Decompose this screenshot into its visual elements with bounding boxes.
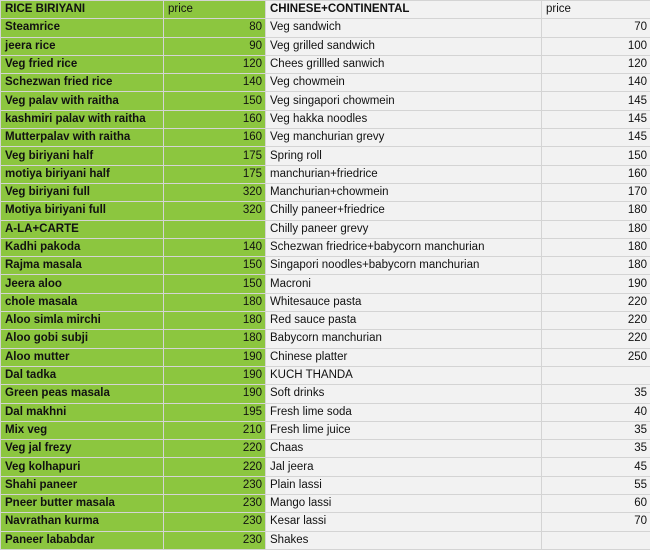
- table-row: [1, 421, 650, 439]
- left-item-name: A-LA+CARTE: [1, 220, 164, 238]
- table-row: [1, 348, 650, 366]
- left-item-name: Mutterpalav with raitha: [1, 129, 164, 147]
- right-item-name: Veg sandwich: [266, 19, 542, 37]
- right-item-price: 150: [542, 147, 650, 165]
- left-item-price: 220: [164, 458, 266, 476]
- left-item-price: 320: [164, 202, 266, 220]
- left-item-price: 195: [164, 403, 266, 421]
- right-item-price: 100: [542, 37, 650, 55]
- left-item-name: motiya biriyani half: [1, 165, 164, 183]
- table-row: [1, 220, 650, 238]
- left-item-price: 120: [164, 55, 266, 73]
- menu-table-body: [1, 1, 650, 550]
- left-item-price: 175: [164, 165, 266, 183]
- table-row: [1, 513, 650, 531]
- left-item-price: 90: [164, 37, 266, 55]
- left-item-price: 210: [164, 421, 266, 439]
- right-item-name: Macroni: [266, 275, 542, 293]
- right-item-price: 180: [542, 238, 650, 256]
- right-item-name: Veg hakka noodles: [266, 110, 542, 128]
- table-row: [1, 147, 650, 165]
- left-item-price: 230: [164, 476, 266, 494]
- right-item-price: 145: [542, 129, 650, 147]
- left-item-price: 140: [164, 74, 266, 92]
- table-row: [1, 129, 650, 147]
- table-row: [1, 275, 650, 293]
- right-item-name: Fresh lime juice: [266, 421, 542, 439]
- table-row: [1, 476, 650, 494]
- right-item-name: Soft drinks: [266, 385, 542, 403]
- right-item-price: 180: [542, 257, 650, 275]
- table-row: [1, 495, 650, 513]
- table-row: [1, 293, 650, 311]
- left-item-name: Aloo gobi subji: [1, 330, 164, 348]
- left-item-price: 150: [164, 92, 266, 110]
- left-item-name: Motiya biriyani full: [1, 202, 164, 220]
- right-item-name: Kesar lassi: [266, 513, 542, 531]
- left-item-price: 175: [164, 147, 266, 165]
- left-item-price: 80: [164, 19, 266, 37]
- left-item-name: Aloo mutter: [1, 348, 164, 366]
- table-row: [1, 110, 650, 128]
- left-item-name: Shahi paneer: [1, 476, 164, 494]
- left-item-name: Pneer butter masala: [1, 495, 164, 513]
- table-row: [1, 165, 650, 183]
- right-item-price: 220: [542, 312, 650, 330]
- left-item-price: 160: [164, 110, 266, 128]
- table-row: [1, 440, 650, 458]
- table-row: [1, 312, 650, 330]
- left-item-price: [164, 220, 266, 238]
- table-row: [1, 37, 650, 55]
- section-header-chinese-continental: CHINESE+CONTINENTAL: [266, 1, 542, 19]
- right-item-price: 160: [542, 165, 650, 183]
- right-item-name: Red sauce pasta: [266, 312, 542, 330]
- right-item-price: 170: [542, 183, 650, 201]
- left-item-price: 190: [164, 385, 266, 403]
- right-item-name: Chaas: [266, 440, 542, 458]
- left-item-name: Veg fried rice: [1, 55, 164, 73]
- right-item-name: Chinese platter: [266, 348, 542, 366]
- left-item-name: Jeera aloo: [1, 275, 164, 293]
- left-item-name: Dal tadka: [1, 366, 164, 384]
- table-row: [1, 531, 650, 549]
- left-item-name: chole masala: [1, 293, 164, 311]
- right-item-price: 60: [542, 495, 650, 513]
- right-item-name: Veg grilled sandwich: [266, 37, 542, 55]
- table-row: [1, 238, 650, 256]
- table-row: [1, 366, 650, 384]
- left-item-name: jeera rice: [1, 37, 164, 55]
- left-item-name: Veg jal frezy: [1, 440, 164, 458]
- left-item-price: 190: [164, 366, 266, 384]
- right-item-price: 140: [542, 74, 650, 92]
- price-column-header-left: price: [164, 1, 266, 19]
- left-item-name: Schezwan fried rice: [1, 74, 164, 92]
- left-item-name: Veg biriyani full: [1, 183, 164, 201]
- right-item-name: Manchurian+chowmein: [266, 183, 542, 201]
- left-item-price: 180: [164, 330, 266, 348]
- table-row: [1, 385, 650, 403]
- right-item-price: 35: [542, 421, 650, 439]
- left-item-price: 160: [164, 129, 266, 147]
- table-row: [1, 403, 650, 421]
- left-item-price: 230: [164, 531, 266, 549]
- left-item-name: Dal makhni: [1, 403, 164, 421]
- right-item-price: 190: [542, 275, 650, 293]
- left-item-name: Navrathan kurma: [1, 513, 164, 531]
- right-item-name: Babycorn manchurian: [266, 330, 542, 348]
- right-item-name: Whitesauce pasta: [266, 293, 542, 311]
- left-item-price: 180: [164, 293, 266, 311]
- right-item-name: Chilly paneer grevy: [266, 220, 542, 238]
- left-item-price: 220: [164, 440, 266, 458]
- right-item-price: 120: [542, 55, 650, 73]
- left-item-name: Rajma masala: [1, 257, 164, 275]
- right-item-price: 220: [542, 293, 650, 311]
- table-row: [1, 183, 650, 201]
- right-item-name: Fresh lime soda: [266, 403, 542, 421]
- right-item-name: manchurian+friedrice: [266, 165, 542, 183]
- right-item-price: 35: [542, 440, 650, 458]
- right-item-name: Spring roll: [266, 147, 542, 165]
- left-item-price: 180: [164, 312, 266, 330]
- right-item-price: 70: [542, 513, 650, 531]
- section-header-rice-biriyani: RICE BIRIYANI: [1, 1, 164, 19]
- table-row: [1, 330, 650, 348]
- table-row: [1, 458, 650, 476]
- table-row: [1, 257, 650, 275]
- left-item-price: 150: [164, 275, 266, 293]
- left-item-name: kashmiri palav with raitha: [1, 110, 164, 128]
- price-column-header-right: price: [542, 1, 650, 19]
- left-item-price: 320: [164, 183, 266, 201]
- right-item-price: 180: [542, 220, 650, 238]
- right-item-name: Jal jeera: [266, 458, 542, 476]
- right-item-name: Mango lassi: [266, 495, 542, 513]
- left-item-name: Aloo simla mirchi: [1, 312, 164, 330]
- right-item-price: 45: [542, 458, 650, 476]
- right-item-name: Plain lassi: [266, 476, 542, 494]
- left-item-name: Steamrice: [1, 19, 164, 37]
- left-item-price: 230: [164, 495, 266, 513]
- left-item-name: Veg biriyani half: [1, 147, 164, 165]
- right-item-price: 35: [542, 385, 650, 403]
- left-item-name: Veg palav with raitha: [1, 92, 164, 110]
- table-row: [1, 19, 650, 37]
- right-item-price: [542, 531, 650, 549]
- right-item-name: Chees grillled sanwich: [266, 55, 542, 73]
- left-item-name: Green peas masala: [1, 385, 164, 403]
- table-row: [1, 55, 650, 73]
- right-item-name: Shakes: [266, 531, 542, 549]
- right-item-price: 70: [542, 19, 650, 37]
- left-item-name: Kadhi pakoda: [1, 238, 164, 256]
- right-item-price: 220: [542, 330, 650, 348]
- right-item-price: 250: [542, 348, 650, 366]
- right-item-price: [542, 366, 650, 384]
- left-item-price: 150: [164, 257, 266, 275]
- right-item-name: Veg chowmein: [266, 74, 542, 92]
- right-item-name: KUCH THANDA: [266, 366, 542, 384]
- header-row: [1, 1, 650, 19]
- right-item-price: 145: [542, 110, 650, 128]
- left-item-name: Mix veg: [1, 421, 164, 439]
- right-item-price: 55: [542, 476, 650, 494]
- right-item-name: Veg manchurian grevy: [266, 129, 542, 147]
- table-row: [1, 74, 650, 92]
- left-item-price: 140: [164, 238, 266, 256]
- right-item-name: Singapori noodles+babycorn manchurian: [266, 257, 542, 275]
- right-item-price: 180: [542, 202, 650, 220]
- right-item-price: 40: [542, 403, 650, 421]
- left-item-price: 190: [164, 348, 266, 366]
- table-row: [1, 202, 650, 220]
- right-item-name: Chilly paneer+friedrice: [266, 202, 542, 220]
- right-item-name: Veg singapori chowmein: [266, 92, 542, 110]
- table-row: [1, 92, 650, 110]
- right-item-name: Schezwan friedrice+babycorn manchurian: [266, 238, 542, 256]
- left-item-name: Veg kolhapuri: [1, 458, 164, 476]
- left-item-name: Paneer lababdar: [1, 531, 164, 549]
- right-item-price: 145: [542, 92, 650, 110]
- left-item-price: 230: [164, 513, 266, 531]
